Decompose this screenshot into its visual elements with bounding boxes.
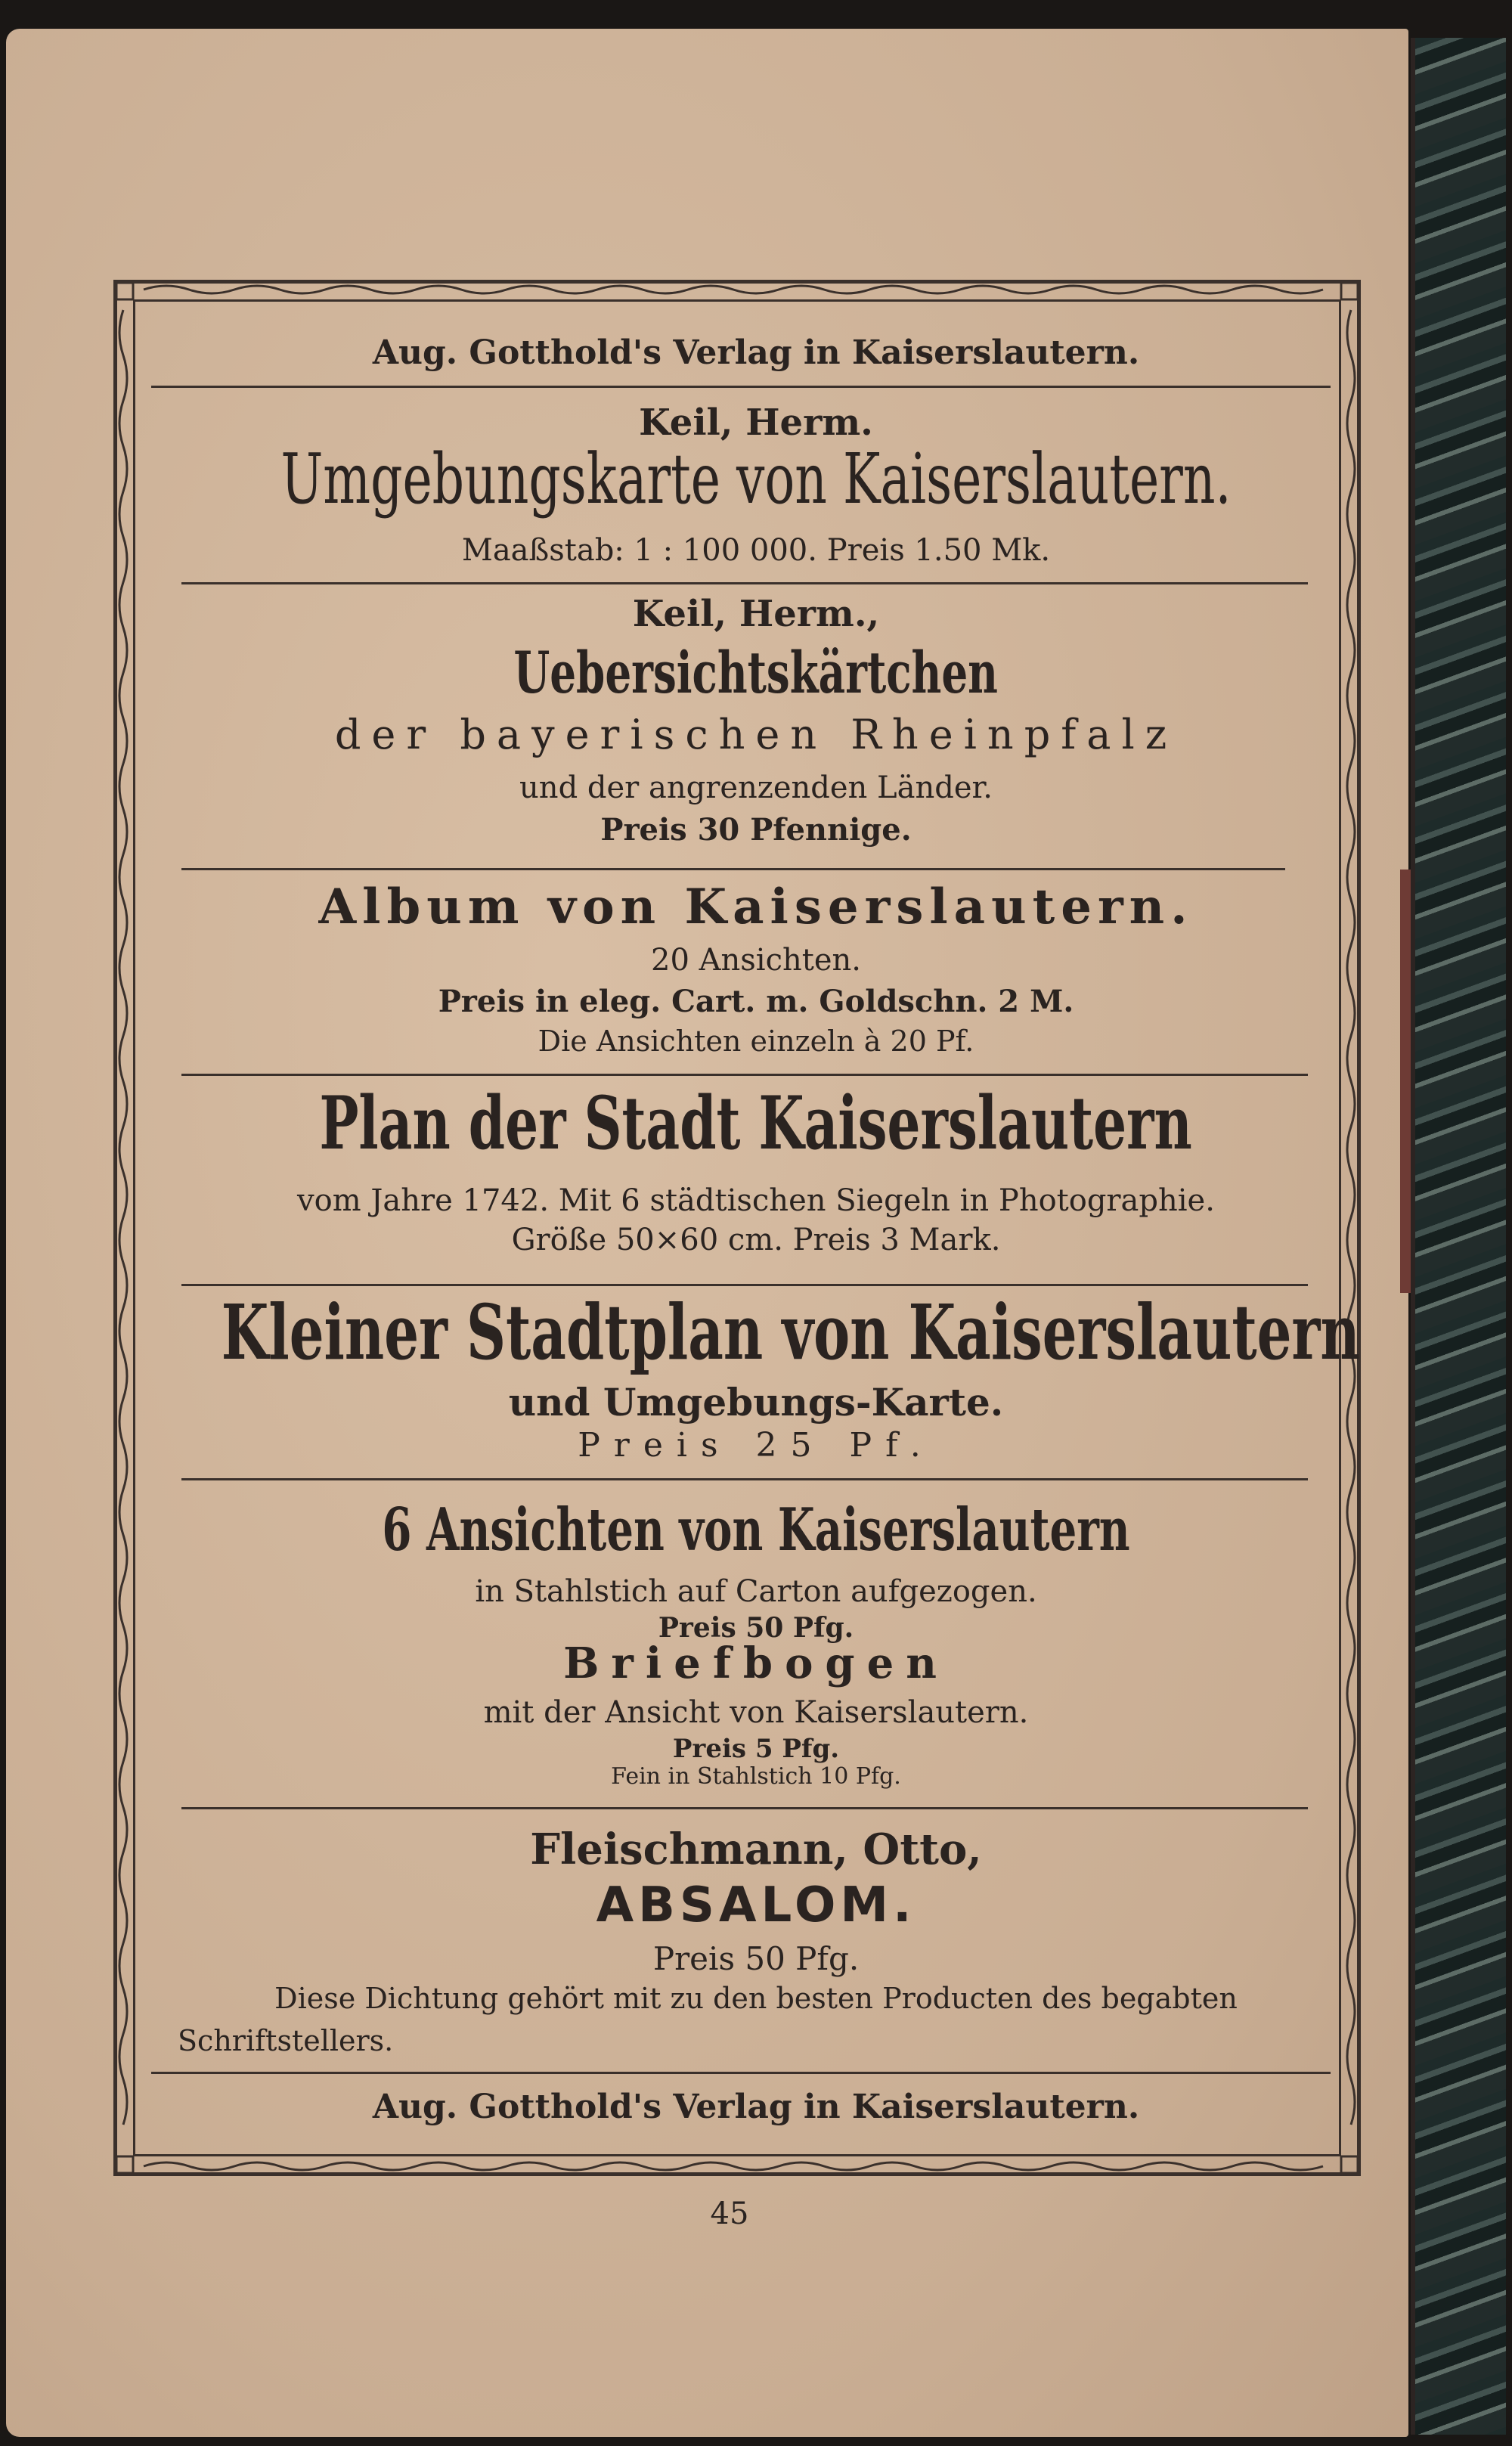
ad-6-line-2: mit der Ansicht von Kaiserslautern. [483, 1695, 1029, 1730]
publisher-footer: Aug. Gotthold's Verlag in Kaiserslautern. [372, 2088, 1140, 2126]
divider [181, 868, 1285, 870]
ad-3-title: Album von Kaiserslautern. [318, 879, 1194, 935]
ad-6-line-1: in Stahlstich auf Carton aufgezogen. [475, 1574, 1037, 1609]
divider [181, 1807, 1308, 1809]
ad-2-author: Keil, Herm., [632, 593, 880, 635]
ad-1-title: Umgebungskarte von Kaiserslautern. [280, 439, 1232, 519]
ad-6-price-1: Preis 50 Pfg. [658, 1612, 854, 1644]
ad-2-line-2: und der angrenzenden Länder. [519, 770, 993, 805]
divider [181, 1478, 1308, 1480]
ad-6-title: 6 Ansichten von Kaiserslautern [382, 1496, 1130, 1564]
ad-7-author: Fleischmann, Otto, [530, 1824, 982, 1874]
ad-5-line-1: und Umgebungs-Karte. [508, 1380, 1004, 1425]
publisher-header: Aug. Gotthold's Verlag in Kaiserslautern. [372, 333, 1140, 372]
ad-3-line-1: 20 Ansichten. [651, 943, 861, 978]
ad-4-title: Plan der Stadt Kaiserslautern [319, 1080, 1193, 1166]
ad-6-price-2: Preis 5 Pfg. [672, 1734, 840, 1764]
ad-6-title-2: Briefbogen [563, 1638, 949, 1688]
ad-3-line-2: Preis in eleg. Cart. m. Goldschn. 2 M. [438, 984, 1074, 1019]
ad-4-line-2: Größe 50×60 cm. Preis 3 Mark. [511, 1223, 1001, 1257]
ad-1-details: Maaßstab: 1 : 100 000. Preis 1.50 Mk. [461, 533, 1051, 568]
divider [181, 582, 1308, 584]
page-number: 45 [710, 2196, 749, 2231]
ad-2-line-1: der bayerischen Rheinpfalz [334, 711, 1178, 758]
divider [151, 2072, 1331, 2074]
ad-7-title: ABSALOM. [596, 1877, 916, 1933]
divider [181, 1074, 1308, 1076]
divider [151, 386, 1331, 388]
ad-7-desc-2: Schriftstellers. [178, 2024, 394, 2057]
ad-2-title: Uebersichtskärtchen [513, 639, 999, 706]
ad-1-author: Keil, Herm. [639, 401, 873, 444]
ad-5-price: Preis 25 Pf. [578, 1426, 934, 1465]
ad-7-desc-1: Diese Dichtung gehört mit zu den besten Producten des begabten [274, 1982, 1238, 2015]
ad-6-line-3: Fein in Stahlstich 10 Pfg. [611, 1763, 901, 1790]
ad-3-line-3: Die Ansichten einzeln à 20 Pf. [538, 1025, 974, 1058]
divider [181, 1284, 1308, 1286]
ad-4-line-1: vom Jahre 1742. Mit 6 städtischen Siegeln in Photographie. [297, 1183, 1215, 1218]
ad-2-price: Preis 30 Pfennige. [600, 812, 912, 848]
ad-7-price: Preis 50 Pfg. [652, 1940, 860, 1977]
ad-5-title: Kleiner Stadtplan von Kaiserslautern [221, 1288, 1360, 1377]
